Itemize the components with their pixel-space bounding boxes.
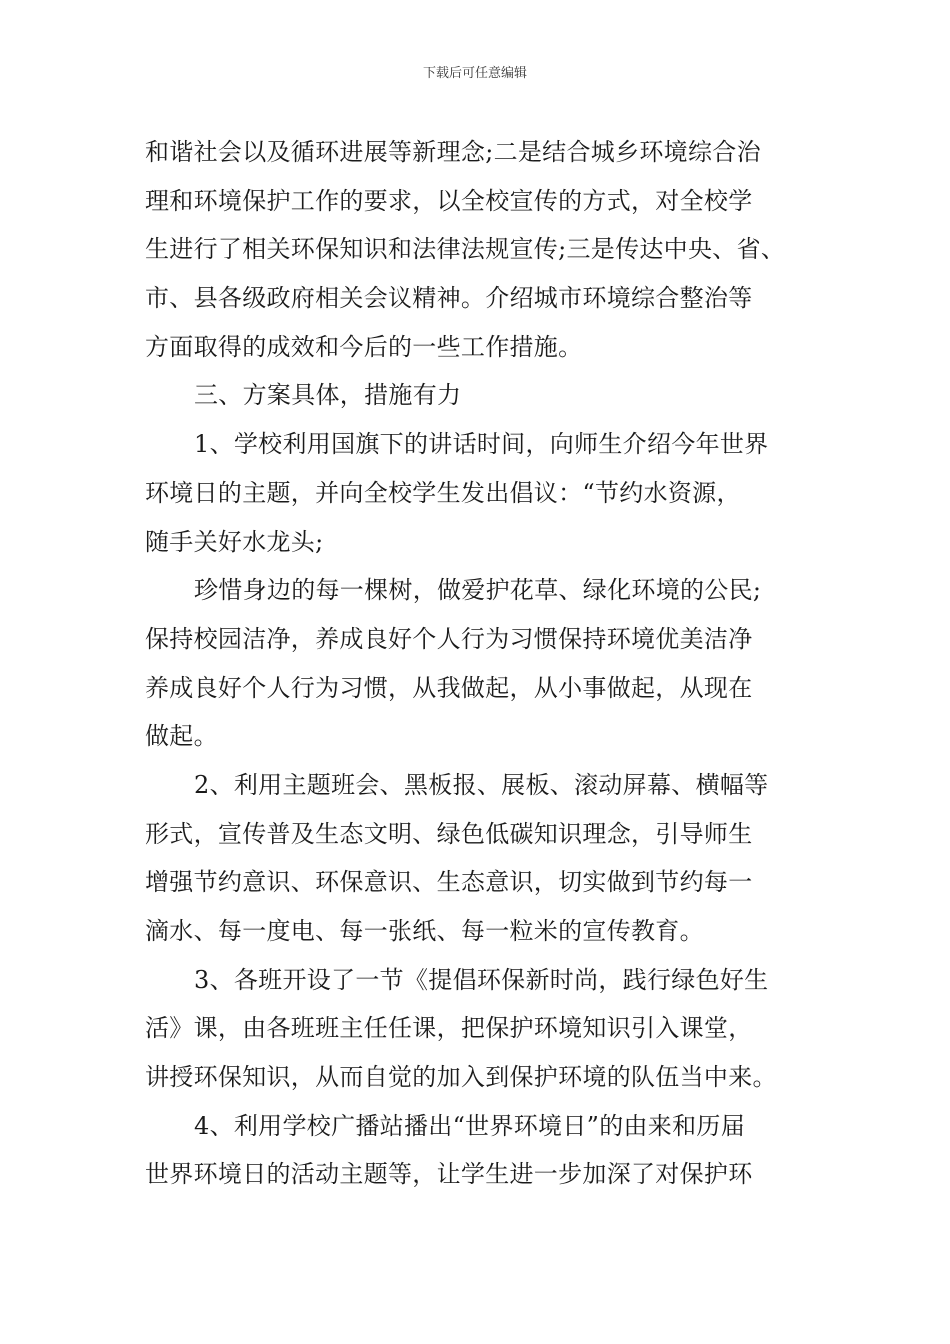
text-line: 和谐社会以及循环进展等新理念;二是结合城乡环境综合治 — [145, 138, 761, 166]
text-line: 环境日的主题，并向全校学生发出倡议：“节约水资源， — [145, 478, 741, 507]
text-line: 方面取得的成效和今后的一些工作措施。 — [145, 332, 583, 361]
text-line: 3、各班开设了一节《提倡环保新时尚，践行绿色好生 — [194, 965, 769, 994]
text-line: 2、利用主题班会、黑板报、展板、滚动屏幕、横幅等 — [194, 770, 769, 799]
text-line: 保持校园洁净，养成良好个人行为习惯保持环境优美洁净 — [145, 624, 753, 653]
text-line: 形式，宣传普及生态文明、绿色低碳知识理念，引导师生 — [145, 819, 753, 848]
text-line: 生进行了相关环保知识和法律法规宣传;三是传达中央、省、 — [145, 235, 786, 264]
text-line: 1、学校利用国旗下的讲话时间，向师生介绍今年世界 — [194, 430, 769, 459]
text-line: 4、利用学校广播站播出“世界环境日”的由来和历届 — [194, 1111, 746, 1140]
text-line: 世界环境日的活动主题等，让学生进一步加深了对保护环 — [145, 1160, 753, 1189]
text-line: 理和环境保护工作的要求，以全校宣传的方式，对全校学 — [145, 186, 753, 215]
text-line: 养成良好个人行为习惯，从我做起，从小事做起，从现在 — [145, 673, 753, 702]
section-heading: 三、方案具体，措施有力 — [194, 381, 462, 410]
text-line: 滴水、每一度电、每一张纸、每一粒米的宣传教育。 — [145, 917, 704, 945]
text-line: 活》课，由各班班主任任课，把保护环境知识引入课堂， — [145, 1014, 753, 1043]
text-line: 珍惜身边的每一棵树，做爱护花草、绿化环境的公民; — [194, 576, 762, 605]
page-header: 下载后可任意编辑 — [422, 66, 527, 81]
text-line: 讲授环保知识，从而自觉的加入到保护环境的队伍当中来。 — [145, 1063, 777, 1092]
text-line: 增强节约意识、环保意识、生态意识，切实做到节约每一 — [145, 868, 753, 897]
text-line: 做起。 — [145, 722, 218, 751]
text-line: 市、县各级政府相关会议精神。介绍城市环境综合整治等 — [145, 284, 753, 313]
text-line: 随手关好水龙头; — [145, 527, 324, 556]
document-body — [145, 128, 835, 1199]
